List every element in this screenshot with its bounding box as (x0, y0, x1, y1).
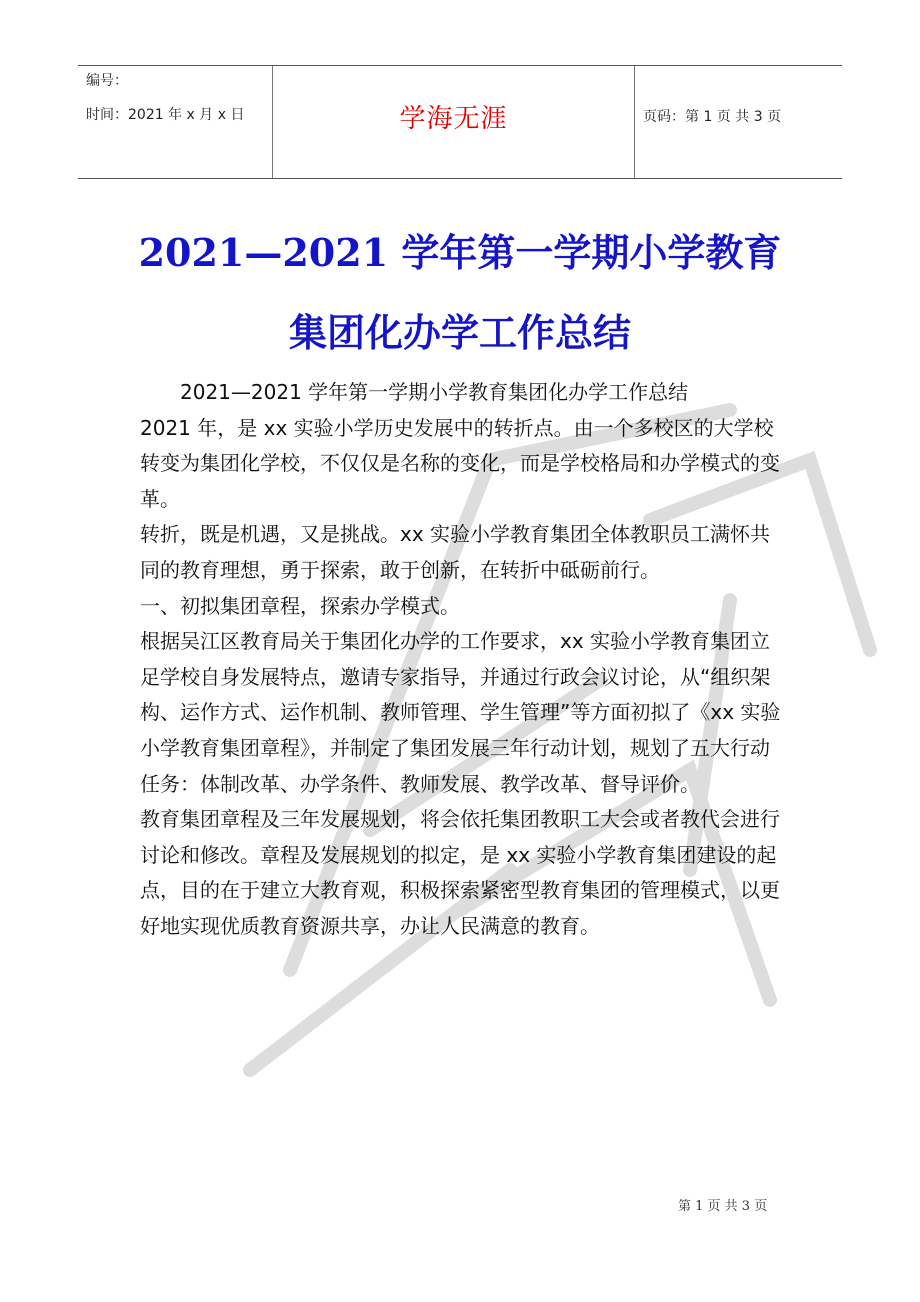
time-label: 时间：2021 年 x 月 x 日 (86, 107, 245, 123)
paragraph: 2021 年，是 xx 实验小学历史发展中的转折点。由一个多校区的大学校转变为集团化学校，不仅仅是名称的变化，而是学校格局和办学模式的变革。 (140, 415, 780, 511)
paragraph: 教育集团章程及三年发展规划，将会依托集团教职工大会或者教代会进行讨论和修改。章程及发展规划的拟定，是 xx 实验小学教育集团建设的起点，目的在于建立大教育观，积极探索紧密型教育集团的管理模式，以更好地实现优质教育资源共享，办让人民满意的教育。 (140, 807, 780, 938)
header-right-cell (635, 66, 842, 178)
header-left-cell (78, 66, 273, 178)
document-header (78, 65, 842, 179)
page-number-label: 页码：第 1 页 共 3 页 (643, 109, 782, 125)
paragraph: 根据吴江区教育局关于集团化办学的工作要求，xx 实验小学教育集团立足学校自身发展特点，邀请专家指导，并通过行政会议讨论，从“组织架构、运作方式、运作机制、教师管理、学生管理”等方面初拟了《xx 实验小学教育集团章程》，并制定了集团发展三年行动计划，规划了五大行动任务：体制改革、办学条件、教师发展、教学改革、督导评价。 (140, 629, 781, 796)
brand-text: 学海无涯 (399, 104, 508, 134)
header-brand-cell (273, 66, 635, 178)
document-body (140, 375, 785, 945)
page-title-line-2: 集团化办学工作总结 (288, 310, 631, 355)
page-footer: 第 1 页 共 3 页 (678, 1199, 768, 1214)
paragraph: 转折，既是机遇，又是挑战。xx 实验小学教育集团全体教职员工满怀共同的教育理想，勇于探索，敢于创新，在转折中砥砺前行。 (140, 522, 771, 582)
page-title-line-1: 2021—2021 学年第一学期小学教育 (138, 230, 782, 275)
paragraph-subtitle: 2021—2021 学年第一学期小学教育集团化办学工作总结 (180, 380, 689, 404)
section-heading: 一、初拟集团章程，探索办学模式。 (140, 593, 460, 618)
number-label: 编号： (86, 73, 128, 89)
